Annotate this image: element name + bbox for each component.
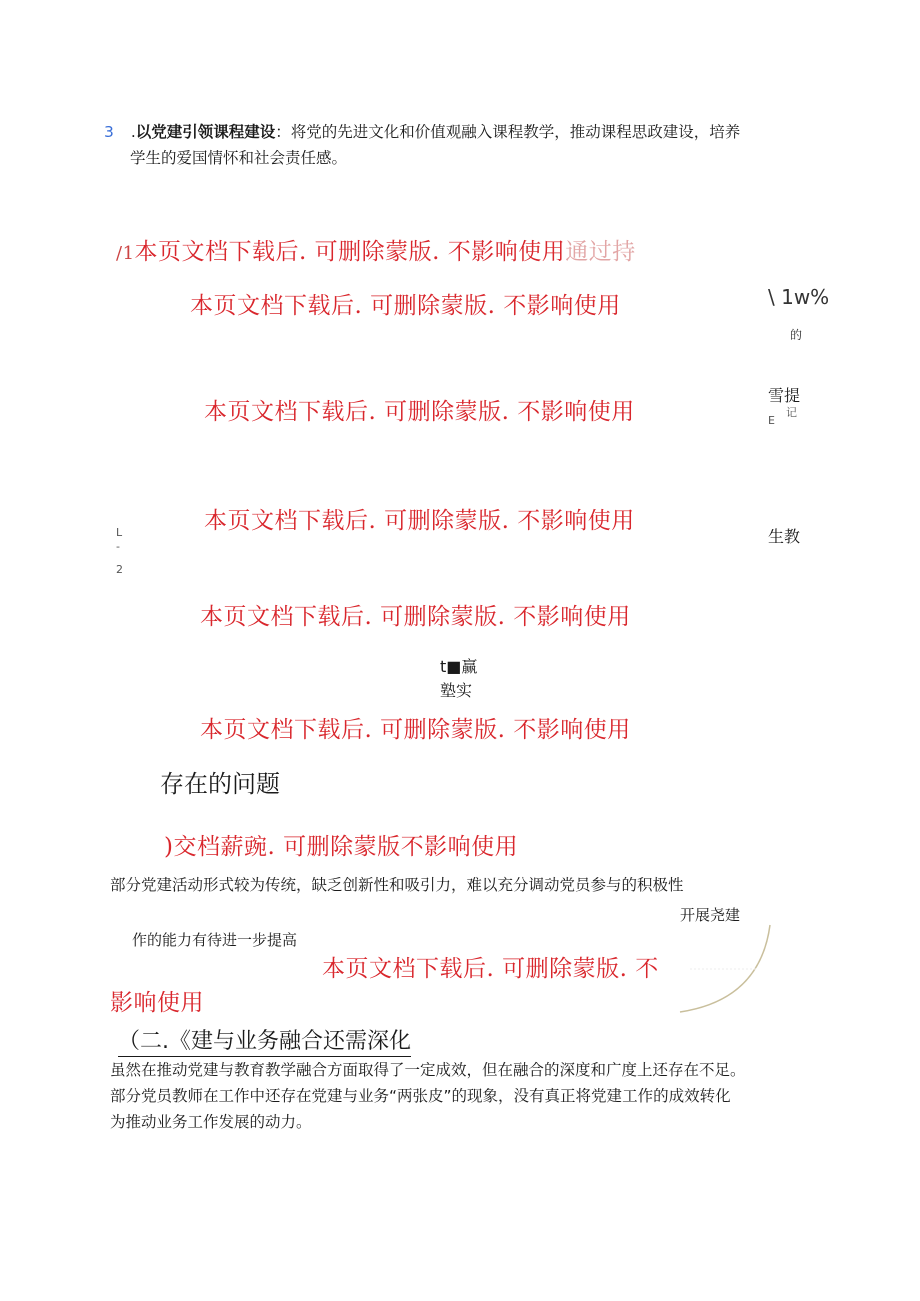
watermark-line-2: 本页文档下载后. 可删除蒙版. 不影响使用 [190,293,621,319]
fragment-right-2: 雪提 [768,386,801,405]
watermark-line-4: 本页文档下载后. 可删除蒙版. 不影响使用 [204,508,635,534]
fragment-right-2-small2: E [768,414,775,427]
fragment-right-2-small: 记 [786,406,797,419]
fragment-left-1: L [116,526,123,539]
watermark-line-1 [116,233,636,266]
decorative-arc [670,920,780,1020]
section-title-problems: 存在的问题 [160,770,280,798]
paragraph-2-line-2: 部分党员教师在工作中还存在党建与业务“两张皮”的现象，没有真正将党建工作的成效转化 [110,1087,731,1105]
watermark-text: 本页文档下载后. 可删除蒙版. 不影响使用 [134,239,566,265]
watermark-line-6: 本页文档下载后. 可删除蒙版. 不影响使用 [200,717,631,743]
fragment-left-2: - [116,540,120,553]
watermark-suffix: 通过持 [565,239,636,265]
fragment-left-3: 2 [116,563,123,576]
watermark-partial-2-line2: 影响使用 [110,990,204,1016]
watermark-prefix: /1 [116,243,135,264]
fragment-right-3: 生教 [768,527,801,546]
item-number: 3 [104,123,114,141]
watermark-partial-1: )交档薪豌. 可删除蒙版不影响使用 [164,834,519,860]
watermark-line-5: 本页文档下载后. 可删除蒙版. 不影响使用 [200,604,631,630]
capacity-line: 作的能力有待进一步提高 [132,931,298,949]
paragraph-2-line-3: 为推动业务工作发展的动力。 [110,1113,312,1131]
paragraph-2-line-1: 虽然在推动党建与教育教学融合方面取得了一定成效，但在融合的深度和广度上还存在不足。 [110,1061,746,1079]
fragment-center-2: 塾实 [440,681,473,700]
watermark-partial-2-line1: 本页文档下载后. 可删除蒙版. 不 [322,956,659,982]
list-item-3 [104,120,740,144]
watermark-line-3: 本页文档下载后. 可删除蒙版. 不影响使用 [204,399,635,425]
item-3-line2: 学生的爱国情怀和社会责任感。 [130,149,348,167]
fragment-right-4: 开展尧建 [680,906,741,924]
item-dot: . [130,123,136,141]
item-body: ：将党的先进文化和价值观融入课程教学，推动课程思政建设，培养 [275,123,741,141]
section-title-integration: （二.《建与业务融合还需深化 [118,1024,411,1057]
fragment-right-1: \ 1w% [768,285,830,309]
paragraph-1: 部分党建活动形式较为传统，缺乏创新性和吸引力，难以充分调动党员参与的积极性 [110,876,684,894]
fragment-center-1: t■赢 [440,657,478,676]
item-heading: 以党建引领课程建设 [135,123,276,141]
fragment-right-1-small: 的 [790,328,803,342]
